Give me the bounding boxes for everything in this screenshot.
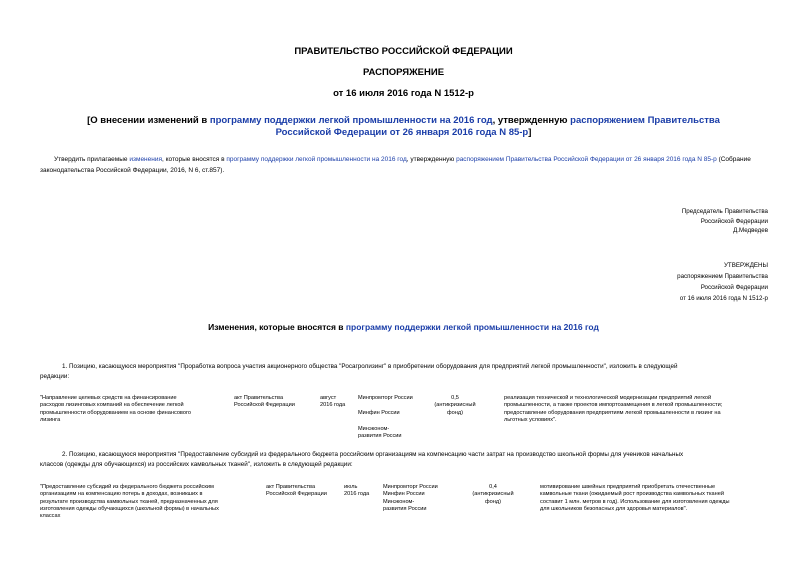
table1-result-cell [504,395,774,424]
table2-result-cell [540,484,780,513]
table1-measure-line: лизинга [40,416,61,423]
table1-date-line: август [320,395,337,401]
table1-date-cell [320,395,360,410]
document-type: РАСПОРЯЖЕНИЕ [362,67,445,78]
signature-line-2: Российской Федерации [700,217,768,225]
table1-funding-line: (антикризисный [434,402,476,409]
item-2-line-2: классов (одежды для обучающихся) из российских камвольных тканей", изложить в следующей редакции: [40,460,353,468]
table1-result-line: промышленности, а также проектов импортозамещения в легкой промышленности; [504,402,723,409]
table2-ministry-line: Минпромторг России [383,484,438,490]
program-link[interactable]: программу поддержки легкой промышленности на 2016 год [209,115,493,126]
subject-text-1: [О внесении изменений в [87,115,210,126]
subject-text-2: , утвержденную [492,115,571,126]
changes-title [0,322,807,332]
document-subject [0,115,807,139]
table1-measure-line: промышленности оборудованием на основе финансового [40,409,191,416]
subject-text-3: ] [528,127,532,138]
table1-ministry-line: Минпромторг России [358,395,413,401]
table1-act-line: Российской Федерации [234,402,295,409]
table1-funding-line: 0,5 [451,395,459,401]
table1-funding-line: фонд) [447,409,463,416]
changes-title-text: Изменения, которые вносятся в [208,322,346,332]
signature-name: Д.Медведев [733,227,768,234]
changes-title-program-link[interactable]: программу поддержки легкой промышленности на 2016 год [345,322,599,332]
table2-date-cell [344,484,384,499]
table2-ministry-cell [383,484,463,513]
item-2-line-1: 2. Позицию, касающуюся мероприятия "Предоставление субсидий из федерального бюджета российским организациям на компенсацию части затрат на производство школьной формы для учеников начальных [62,451,684,458]
table1-result-line: льготных условиях". [504,416,557,423]
table1-act-line: акт Правительства [234,395,284,401]
table2-measure-line: результате производства камвольных тканей, предназначенных для [40,498,218,505]
intro-text-4: (Собрание законодательства Российской Федерации, 2016, N 6, ст.857). [40,156,751,174]
decree-85-link[interactable]: распоряжением Правительства Российской Федерации от 26 января 2016 года N 85-р [275,115,720,138]
table2-funding-cell [463,484,523,506]
intro-program-link[interactable]: программу поддержки легкой промышленности на 2016 год [226,156,407,163]
intro-decree-link[interactable]: распоряжением Правительства Российской Федерации от 26 января 2016 года N 85-р [456,156,717,163]
table2-measure-cell [40,484,260,520]
changes-link[interactable]: изменения [129,156,162,163]
table1-ministry-line: Минфин России [358,410,400,417]
document-date-number: от 16 июля 2016 года N 1512-р [333,88,474,99]
table1-result-line: предоставление оборудования предприятиям легкой промышленности в лизинг на [504,409,721,416]
table1-result-line: реализация технической и технологической модернизации предприятий легкой [504,395,712,401]
table2-act-line: Российской Федерации [266,491,327,498]
table2-measure-line: классах [40,513,61,520]
table2-ministry-line: Минфин России [383,491,425,498]
government-title: ПРАВИТЕЛЬСТВО РОССИЙСКОЙ ФЕДЕРАЦИИ [294,46,513,57]
intro-paragraph [40,155,768,176]
table2-measure-line: изготовления одежды обучающихся (школьной формы) в начальных [40,505,219,512]
approved-block [568,260,768,304]
signature-block [568,207,768,236]
table2-ministry-line: Минэконом- [383,498,415,505]
table2-result-line: составит 1 млн. метров в год). Использование для изготовления одежды [540,498,730,505]
item-2-paragraph [40,450,770,469]
table2-act-cell [266,484,346,499]
item-1-line-2: редакции: [40,372,70,380]
table2-result-line: мотивирование швейных предприятий приобретать отечественные [540,484,716,490]
intro-text-1: Утвердить прилагаемые [54,156,130,163]
table2-date-line: июль [344,484,358,490]
table2-measure-line: "Предоставление субсидий из федерального бюджета российским [40,484,214,490]
table2-result-line: камвольные ткани (ожидаемый рост производства камвольных тканей [540,491,724,498]
table2-measure-line: организациям на компенсацию потерь в доходах, возникших в [40,491,203,498]
table1-ministry-line: развития России [358,432,402,439]
approved-line-4: от 16 июля 2016 года N 1512-р [679,295,768,302]
table1-act-cell [234,395,314,410]
table2-funding-line: (антикризисный [472,491,514,498]
table2-act-line: акт Правительства [266,484,316,490]
table2-funding-line: 0,4 [489,484,497,490]
intro-text-3: , утвержденную [406,156,457,163]
table1-measure-line: "Направление целевых средств на финансирование [40,395,177,401]
table2-date-line: 2016 года [344,491,370,498]
item-1-paragraph [40,362,770,381]
table1-measure-line: расходов лизинговых компаний на обеспечение легкой [40,402,184,409]
table2-funding-line: фонд) [485,498,501,505]
approved-line-2: распоряжением Правительства [677,273,768,280]
table2-ministry-line: развития России [383,505,427,512]
table1-funding-cell [425,395,485,417]
table2-result-line: для школьников безопасных для здоровья материалов". [540,505,688,512]
table1-ministry-line: Минэконом- [358,425,390,432]
approved-line-3: Российской Федерации [700,284,768,291]
intro-text-2: , которые вносятся в [162,156,227,163]
item-1-line-1: 1. Позицию, касающуюся мероприятия "Проработка вопроса участия акционерного общества "Росагролизинг" в приобретении оборудования для предприятий легкой промышленности", изложить в следующей [62,363,678,370]
table1-measure-cell [40,395,220,424]
signature-line-1: Председатель Правительства [681,208,768,215]
table1-date-line: 2016 года [320,402,346,409]
approved-line-1: УТВЕРЖДЕНЫ [724,262,768,269]
